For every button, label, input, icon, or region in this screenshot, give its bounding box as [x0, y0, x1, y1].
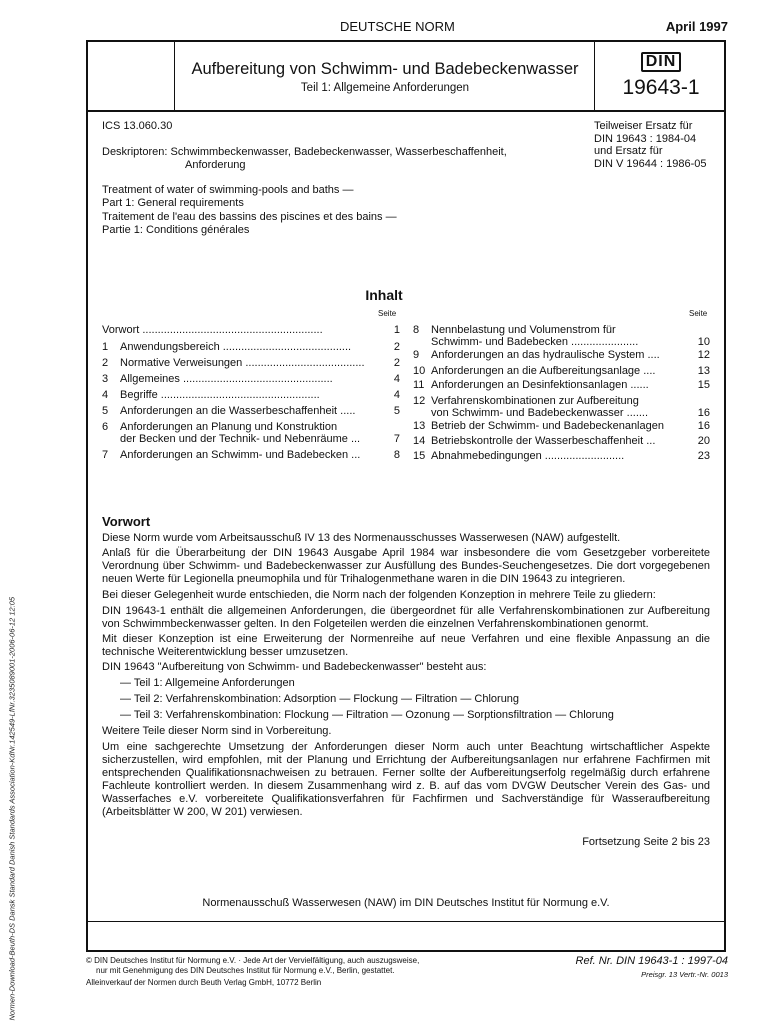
toc-item-number: 13	[413, 420, 426, 432]
toc-item-6[interactable]	[102, 421, 400, 447]
replacement-line: DIN 19643 : 1984-04	[594, 132, 697, 145]
toc-item-number: 7	[102, 449, 109, 461]
vorwort-paragraph: Anlaß für die Überarbeitung der DIN 19643 Ausgabe April 1984 war insbesondere die vom Gesetzgeber vorbereitete Verordnung über Schwimm- und Badebeckenwasser zur Ausfüllung des Bundes-Seuchengesetzes. Die dort vorgegebenen neuen Werte für Legionella pneumophila und für Trihalogenmethane waren in die DIN 19643 zu integrieren.	[102, 547, 710, 585]
toc-item-number: 2	[102, 357, 109, 369]
toc-item-label: Betriebskontrolle der Wasserbeschaffenheit ...	[431, 435, 656, 447]
descriptors-label: Deskriptoren:	[102, 146, 168, 158]
toc-item-number: 8	[413, 324, 420, 336]
toc-item-number: 9	[413, 349, 420, 361]
toc-item-label: Allgemeines .................................................	[120, 373, 333, 385]
translations	[102, 184, 502, 236]
header-divider-left	[174, 40, 175, 111]
copyright-line-2: nur mit Genehmigung des DIN Deutsches Institut für Normung e.V., Berlin, gestattet.	[96, 966, 395, 975]
vorwort-list-item: — Teil 1: Allgemeine Anforderungen	[120, 677, 295, 689]
vorwort-paragraph: Weitere Teile dieser Norm sind in Vorbereitung.	[102, 725, 332, 737]
toc-item-number: 12	[413, 395, 426, 407]
toc-item-page: 1	[393, 324, 400, 336]
document-title: Aufbereitung von Schwimm- und Badebeckenwasser	[191, 60, 579, 78]
footer-copyright	[86, 956, 419, 988]
toc-item-page: 16	[697, 407, 710, 419]
toc-item-number: 1	[102, 341, 109, 353]
side-download-note: Normen-Download-Beuth-DS Dansk Standard Danish Standards Association-KdNr.142549-LfNr.3235089001-2006-06-12 12:05	[7, 596, 17, 1021]
toc-item-number: 4	[102, 389, 109, 401]
header-divider	[86, 110, 726, 112]
replacement-note	[594, 120, 724, 170]
din-logo: DIN	[641, 52, 681, 72]
toc-item-label: Anforderungen an Planung und Konstruktion	[120, 421, 338, 433]
toc-item-12[interactable]	[413, 395, 710, 421]
translation-line: Treatment of water of swimming-pools and baths —	[102, 184, 354, 196]
continuation-note: Fortsetzung Seite 2 bis 23	[582, 836, 710, 848]
bottom-divider	[86, 921, 726, 922]
vorwort-list-item: — Teil 2: Verfahrenskombination: Adsorption — Flockung — Filtration — Chlorung	[120, 693, 520, 705]
toc-item-page: 12	[697, 349, 710, 361]
toc-item-label: Betrieb der Schwimm- und Badebeckenanlagen	[431, 420, 664, 432]
toc-item-page: 4	[393, 389, 400, 401]
toc-page-label-left: Seite	[378, 309, 397, 318]
replacement-line: DIN V 19644 : 1986-05	[594, 157, 707, 170]
toc-item-number: 15	[413, 450, 426, 462]
toc-item-label: Begriffe ....................................................	[120, 389, 320, 401]
toc-item-label: Anforderungen an das hydraulische System ....	[431, 349, 660, 361]
toc-item-label-2: Schwimm- und Badebecken ......................	[431, 336, 639, 348]
toc-item-page: 5	[393, 405, 400, 417]
toc-item-8[interactable]	[413, 324, 710, 350]
toc-item-label: Anforderungen an die Wasserbeschaffenheit .....	[120, 405, 356, 417]
toc-item-label-2: der Becken und der Technik- und Nebenräume ...	[120, 433, 361, 445]
toc-item-number: 3	[102, 373, 109, 385]
toc-title: Inhalt	[365, 287, 403, 303]
toc-item-page: 15	[697, 379, 710, 391]
toc-item-label: Verfahrenskombinationen zur Aufbereitung	[431, 395, 639, 407]
translation-line: Partie 1: Conditions générales	[102, 223, 250, 236]
toc-page-label-right: Seite	[689, 309, 708, 318]
translation-line: Traitement de l'eau des bassins des piscines et des bains —	[102, 211, 397, 223]
committee-line: Normenausschuß Wasserwesen (NAW) im DIN Deutsches Institut für Normung e.V.	[202, 897, 610, 909]
toc-item-label-2: von Schwimm- und Badebeckenwasser .......	[431, 407, 649, 419]
toc-item-page: 4	[393, 373, 400, 385]
toc-item-label: Anforderungen an Schwimm- und Badebecken ...	[120, 449, 361, 461]
vorwort-heading: Vorwort	[102, 514, 151, 529]
vorwort-paragraph: DIN 19643-1 enthält die allgemeinen Anforderungen, die übergeordnet für alle Verfahrenskombinationen zur Aufbereitung von Schwimmbeckenwasser gelten. In den Folgeteilen werden die einzelnen Verfahrenskombinationen genormt.	[102, 605, 710, 630]
copyright-line-1: © DIN Deutsches Institut für Normung e.V. · Jede Art der Vervielfältigung, auch auszugsweise,	[86, 956, 420, 965]
sales-line: Alleinverkauf der Normen durch Beuth Verlag GmbH, 10772 Berlin	[86, 978, 322, 987]
toc-item-page: 2	[393, 357, 400, 369]
descriptors-text: Schwimmbeckenwasser, Badebeckenwasser, Wasserbeschaffenheit,	[170, 146, 507, 158]
vorwort-paragraph: DIN 19643 "Aufbereitung von Schwimm- und Badebeckenwasser" besteht aus:	[102, 661, 487, 673]
descriptors	[102, 146, 562, 171]
toc-item-page: 20	[697, 435, 710, 447]
toc-item-page: 13	[697, 365, 710, 377]
toc-item-label: Anwendungsbereich ..........................................	[120, 341, 352, 353]
top-label: DEUTSCHE NORM	[340, 19, 455, 34]
toc-item-label: Anforderungen an Desinfektionsanlagen ......	[431, 379, 649, 391]
toc-item-label: Anforderungen an die Aufbereitungsanlage ....	[431, 365, 656, 377]
toc-item-label: Nennbelastung und Volumenstrom für	[431, 324, 616, 336]
header-divider-right	[594, 40, 595, 111]
toc-item-number: 14	[413, 435, 426, 447]
toc-item-page: 16	[697, 420, 710, 432]
replacement-line: und Ersatz für	[594, 145, 663, 157]
descriptors-text-2: Anforderung	[185, 158, 246, 171]
toc-item-page: 2	[393, 341, 400, 353]
toc-item-label: Normative Verweisungen .......................................	[120, 357, 365, 369]
reference-number: Ref. Nr. DIN 19643-1 : 1997-04	[575, 955, 728, 967]
toc-item-number: 11	[413, 379, 425, 391]
issue-date: April 1997	[665, 19, 728, 34]
vorwort-paragraph: Bei dieser Gelegenheit wurde entschieden, die Norm nach der folgenden Konzeption in mehrere Teile zu gliedern:	[102, 589, 656, 601]
price-group: Preisgr. 13 Vertr.-Nr. 0013	[641, 970, 728, 979]
toc-item-label: Abnahmebedingungen ..........................	[431, 450, 625, 462]
translation-line: Part 1: General requirements	[102, 196, 244, 209]
document-subtitle: Teil 1: Allgemeine Anforderungen	[300, 82, 470, 94]
toc-item-page: 10	[697, 336, 710, 348]
replacement-line: Teilweiser Ersatz für	[594, 120, 693, 132]
vorwort-paragraph: Um eine sachgerechte Umsetzung der Anforderungen dieser Norm auch unter Beachtung wirtschaftlicher Aspekte sicherzustellen, wird empfohlen, mit der Planung und Errichtung der Aufbereitungsanlagen nur erfahrene Fachfirmen mit entsprechenden Qualifikationsnachweisen zu betrauen. Ferner sollte der Aufbereitungserfolg regelmäßig durch erfahrene Fachleute kontrolliert werden. In diesem Zusammenhang wird z. B. auf das vom DVGW Deutscher Verein des Gas- und Wasserfaches e.V. vorbereitete Qualifikationsverfahren für Fachfirmen und Sachverständige für Wasseraufbereitung (Arbeitsblätter W 200, W 201) verwiesen.	[102, 741, 710, 818]
vorwort-paragraph: Diese Norm wurde vom Arbeitsausschuß IV 13 des Normenausschusses Wasserwesen (NAW) aufgestellt.	[102, 532, 621, 544]
toc-item-page: 23	[697, 450, 710, 462]
toc-item-page: 8	[393, 449, 400, 461]
toc-item-label: Vorwort ...........................................................	[102, 324, 323, 336]
ics-code: ICS 13.060.30	[102, 120, 173, 132]
toc-item-number: 6	[102, 421, 109, 433]
din-number: 19643-1	[622, 76, 700, 99]
toc-item-number: 10	[413, 365, 426, 377]
vorwort-list-item: — Teil 3: Verfahrenskombination: Flockung — Filtration — Ozonung — Sorptionsfiltration — Chlorung	[120, 709, 614, 721]
toc-item-page: 7	[393, 433, 400, 445]
toc-item-number: 5	[102, 405, 109, 417]
vorwort-paragraph: Mit dieser Konzeption ist eine Erweiterung der Normenreihe auf neue Verfahren und eine flexible Anpassung an die technische Weiterentwicklung besser umzusetzen.	[102, 633, 710, 658]
